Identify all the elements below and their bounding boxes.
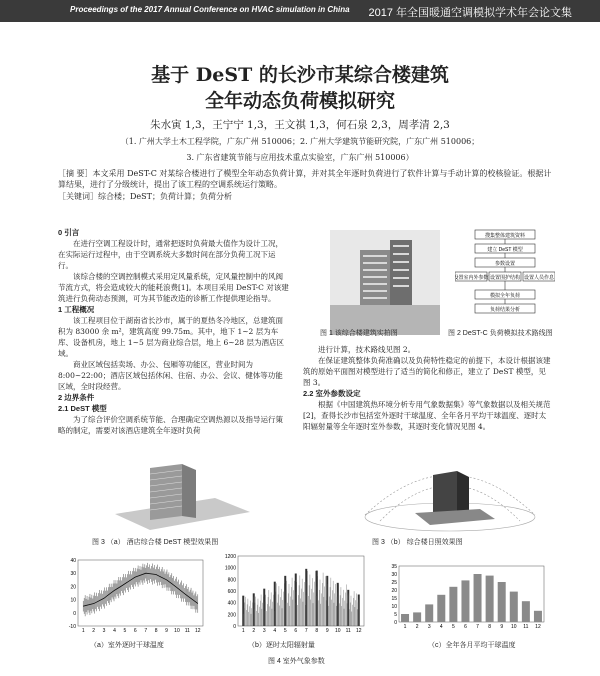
- flow-step-6: 设置人员作息: [523, 275, 555, 281]
- y-tick-label: 40: [70, 558, 76, 564]
- x-tick-label: 5: [451, 624, 455, 630]
- fig3a-dest-model: [90, 452, 260, 534]
- month-temp-bar: [461, 580, 469, 622]
- x-tick-label: 11: [345, 628, 351, 634]
- month-temp-bar: [474, 574, 482, 622]
- x-tick-label: 1: [81, 628, 85, 634]
- x-tick-label: 12: [195, 628, 201, 634]
- fig4a-temperature-chart: [62, 556, 207, 638]
- section-heading: 2.2 室外参数设定: [303, 389, 361, 398]
- month-temp-bar: [534, 611, 542, 622]
- month-temp-bar: [413, 612, 421, 622]
- flow-step-4: 设置室内外参数: [455, 275, 489, 281]
- y-tick-label: 1200: [224, 554, 236, 560]
- y-tick-label: 25: [391, 580, 397, 586]
- paper-title-line1: 基于 DeST 的长沙市某综合楼建筑: [151, 64, 449, 86]
- flow-step-8: 负荷结果分析: [489, 307, 521, 313]
- x-tick-label: 10: [174, 628, 180, 634]
- paper-title-line2: 全年动态负荷模拟研究: [204, 90, 395, 112]
- x-tick-label: 8: [488, 624, 492, 630]
- x-tick-label: 4: [273, 628, 277, 634]
- x-tick-label: 10: [511, 624, 517, 630]
- fig4b-caption: （b）逐时太阳辐射量: [248, 642, 315, 649]
- y-tick-label: 5: [394, 612, 397, 618]
- month-temp-bar: [449, 587, 457, 622]
- body-paragraph: 根据《中国建筑热环境分析专用气象数据集》等气象数据以及相关规范[2]，查得长沙市包括室外逐时干球温度、全年各月平均干球温度、逐时太阳辐射量等全年逐时室外参数，其逐时变化情况见图 4。: [303, 400, 551, 431]
- affiliation-line1: （1. 广州大学土木工程学院，广东广州 510006；2. 广州大学建筑节能研究院，广东广州 510006；: [120, 137, 480, 146]
- y-tick-label: 30: [70, 571, 76, 578]
- page-header: [0, 0, 600, 22]
- y-tick-label: 400: [227, 600, 236, 607]
- month-temp-bar: [437, 595, 445, 622]
- flow-step-1: 搜集整体建筑资料: [484, 233, 526, 239]
- x-tick-label: 5: [123, 628, 127, 634]
- y-tick-label: 200: [227, 612, 236, 619]
- y-tick-label: 10: [70, 597, 76, 604]
- x-tick-label: 9: [500, 624, 504, 630]
- x-tick-label: 3: [102, 628, 106, 634]
- abstract: ［摘 要］本文采用 DeST-C 对某综合楼进行了模型全年动态负荷计算，并对其全年逐时负荷进行了软件计算与手动计算的校核验证。根据计算结果，进行了分级统计，提出了该工程的空调系统运行策略。: [58, 169, 552, 189]
- solar-month-bar: [326, 576, 328, 626]
- y-tick-label: 800: [227, 577, 236, 584]
- x-tick-label: 11: [184, 628, 190, 634]
- x-tick-label: 2: [252, 628, 256, 634]
- affiliation-line2: 3. 广东省建筑节能与应用技术重点实验室，广东广州 510006）: [186, 153, 414, 162]
- y-tick-label: 0: [394, 620, 397, 626]
- y-tick-label: 0: [233, 624, 236, 630]
- x-tick-label: 2: [92, 628, 96, 634]
- body-paragraph: 在保证建筑整体负荷准确以及负荷特性稳定的前提下，本设计根据该建筑的原始平面图对模型进行了适当的简化和修正，建立了 DeST 模型，见图 3。: [303, 356, 551, 387]
- x-tick-label: 6: [294, 628, 298, 634]
- solar-month-bar: [253, 593, 255, 626]
- body-paragraph: 该综合楼的空调控制模式采用定风量系统，定风量控制中的风阀节流方式，将会造成较大的能耗浪费[1]。本项目采用 DeST-C 对该建筑进行负荷动态预测，可为其节能改造的诊断工作提供理论指导。: [58, 272, 289, 303]
- header-proceedings: Proceedings of the 2017 Annual Conference on HVAC simulation in China: [70, 5, 350, 14]
- x-tick-label: 11: [523, 624, 529, 630]
- x-tick-label: 6: [464, 624, 467, 630]
- y-tick-label: 35: [391, 564, 397, 570]
- section-heading: 2.1 DeST 模型: [58, 404, 107, 413]
- flow-step-3: 参数设置: [494, 261, 516, 267]
- x-tick-label: 12: [355, 628, 362, 634]
- fig4-caption: 图 4 室外气象参数: [268, 658, 325, 665]
- x-tick-label: 7: [476, 624, 479, 630]
- solar-month-bar: [347, 590, 349, 626]
- y-tick-label: 20: [70, 584, 76, 591]
- fig4c-caption: （c）全年各月平均干球温度: [428, 642, 516, 649]
- month-temp-bar: [522, 601, 530, 622]
- y-tick-label: 10: [391, 604, 397, 610]
- x-tick-label: 4: [439, 624, 443, 630]
- solar-month-bar: [274, 582, 276, 626]
- plot-frame: [238, 556, 364, 626]
- x-tick-label: 10: [334, 628, 341, 634]
- x-tick-label: 6: [133, 628, 137, 634]
- fig1-caption: 图 1 该综合楼建筑实拍图: [320, 330, 398, 337]
- flow-step-7: 模拟全年负荷: [489, 293, 521, 299]
- building-photo-drawing: [330, 230, 440, 335]
- keywords: ［关键词］综合楼；DeST；负荷计算；负荷分析: [58, 192, 232, 201]
- x-tick-label: 8: [315, 628, 319, 634]
- month-temp-bar: [498, 582, 506, 622]
- x-tick-label: 9: [165, 628, 168, 634]
- x-tick-label: 9: [325, 628, 329, 634]
- x-tick-label: 7: [304, 628, 308, 634]
- x-tick-label: 3: [262, 628, 266, 634]
- y-tick-label: 0: [73, 610, 76, 617]
- body-paragraph: 进行计算，技术路线见图 2。: [318, 345, 416, 354]
- x-tick-label: 5: [283, 628, 287, 634]
- body-paragraph: 该工程项目位于湖南省长沙市，属于的夏热冬冷地区，总建筑面积为 83000 余 m²，建筑高度 99.75m。其中，地下 1~2 层为车库、设备机房，地上 1~5 层为商业综合层，地上 6~28 层为酒店区域。: [58, 316, 284, 358]
- fig4a-caption: （a）室外逐时干球温度: [90, 642, 164, 649]
- month-temp-bar: [510, 592, 518, 622]
- fig3b-sunlight-model: [355, 445, 545, 535]
- fig4b-solar-chart: [218, 552, 368, 638]
- y-tick-label: 30: [391, 572, 397, 578]
- body-paragraph: 在进行空调工程设计时，通常把逐时负荷最大值作为设计工况，在实际运行过程中，由于空调系统大多数时间在部分负荷工况下运行。: [58, 239, 283, 270]
- month-temp-bar: [486, 576, 494, 622]
- section-heading: 2 边界条件: [58, 393, 95, 402]
- section-heading: 1 工程概况: [58, 305, 95, 314]
- header-conference: 2017 年全国暖通空调模拟学术年会论文集: [368, 7, 572, 19]
- x-tick-label: 12: [535, 624, 541, 630]
- flow-step-2: 建立 DeST 模型: [487, 247, 523, 253]
- left-column-body: [58, 227, 290, 436]
- x-tick-label: 2: [415, 624, 419, 630]
- x-tick-label: 3: [427, 624, 431, 630]
- body-paragraph: 为了综合评价空调系统节能、合理确定空调热源以及指导运行策略的制定，需要对该酒店建筑全年逐时负荷: [58, 415, 283, 435]
- x-tick-label: 7: [144, 628, 148, 634]
- fig3a-caption: 图 3 （a） 酒店综合楼 DeST 模型效果图: [92, 539, 219, 546]
- fig3b-caption: 图 3 （b） 综合楼日照效果图: [372, 539, 463, 546]
- x-tick-label: 4: [113, 628, 116, 634]
- month-temp-bar: [401, 614, 409, 622]
- flow-step-5: 设置围护结构: [489, 275, 521, 281]
- y-tick-label: -10: [68, 624, 76, 630]
- x-tick-label: 8: [154, 628, 158, 634]
- fig4c-monthly-temp-chart: [385, 562, 550, 632]
- x-tick-label: 1: [241, 628, 245, 634]
- y-tick-label: 600: [227, 589, 236, 595]
- fig2-caption: 图 2 DeST-C 负荷模拟技术路线图: [448, 330, 553, 337]
- x-tick-label: 1: [403, 624, 407, 630]
- right-column-body: [303, 344, 553, 432]
- fig1-building-photo: [330, 230, 440, 335]
- authors: 朱水寅 1,3，王宁宁 1,3，王文祺 1,3，何石泉 2,3，周孝清 2,3: [150, 119, 450, 131]
- y-tick-label: 15: [391, 596, 397, 602]
- body-paragraph: 商业区域包括卖场、办公、包厢等功能区，营业时间为 8:00~22:00；酒店区域包括休闲、住宿、办公、会议、健体等功能区域，全时段经营。: [58, 360, 283, 391]
- month-temp-bar: [425, 604, 433, 622]
- y-tick-label: 20: [391, 588, 397, 594]
- section-heading: 0 引言: [58, 228, 80, 237]
- fig2-flowchart: [455, 228, 555, 328]
- y-tick-label: 1000: [224, 565, 236, 572]
